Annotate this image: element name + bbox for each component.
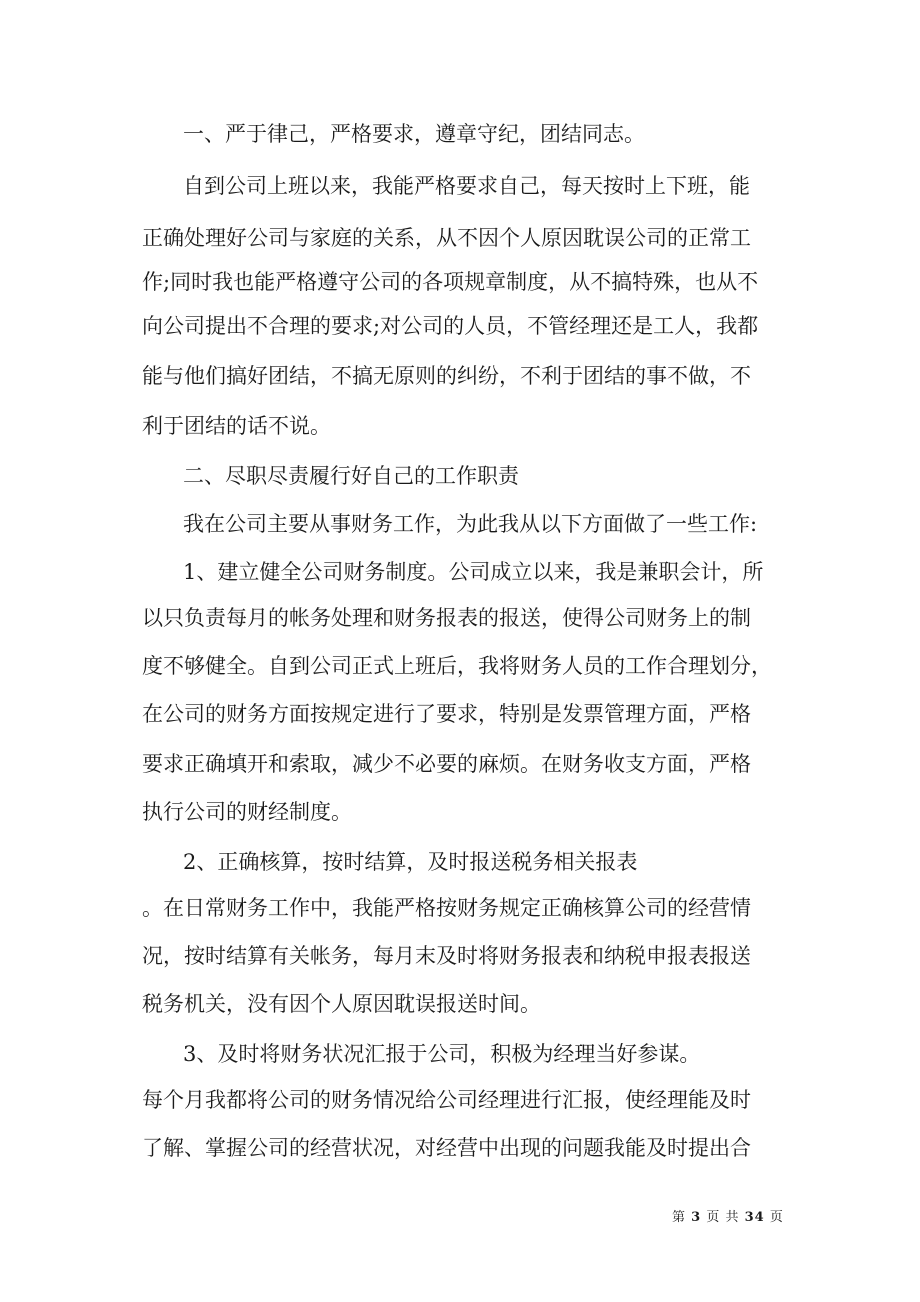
- footer-prefix: 第: [672, 1210, 687, 1225]
- text-line: 二、尽职尽责履行好自己的工作职责: [183, 464, 519, 488]
- text-line: 税务机关，没有因个人原因耽误报送时间。: [142, 992, 541, 1016]
- text-line: 了解、掌握公司的经营状况，对经营中出现的问题我能及时提出合: [142, 1136, 751, 1160]
- text-line: 2、正确核算，按时结算，及时报送税务相关报表: [183, 850, 638, 874]
- text-line: 自到公司上班以来，我能严格要求自己，每天按时上下班，能: [183, 174, 750, 198]
- footer-suffix: 页: [769, 1210, 784, 1225]
- text-line: 向公司提出不合理的要求;对公司的人员，不管经理还是工人，我都: [142, 314, 759, 338]
- text-line: 以只负责每月的帐务处理和财务报表的报送，使得公司财务上的制: [142, 606, 751, 630]
- text-line: 度不够健全。自到公司正式上班后，我将财务人员的工作合理划分，: [142, 654, 772, 678]
- text-line: 要求正确填开和索取，减少不必要的麻烦。在财务收支方面，严格: [142, 752, 751, 776]
- text-line: 我在公司主要从事财务工作，为此我从以下方面做了一些工作:: [183, 512, 758, 536]
- text-line: 每个月我都将公司的财务情况给公司经理进行汇报，使经理能及时: [142, 1088, 751, 1112]
- footer-page-number: 3: [691, 1210, 702, 1225]
- text-line: 利于团结的话不说。: [142, 414, 331, 438]
- footer-total-pages: 34: [744, 1210, 765, 1225]
- text-line: 执行公司的财经制度。: [142, 800, 352, 824]
- text-line: 。在日常财务工作中，我能严格按财务规定正确核算公司的经营情: [142, 896, 751, 920]
- text-line: 正确处理好公司与家庭的关系，从不因个人原因耽误公司的正常工: [142, 226, 751, 250]
- page-footer: [672, 1206, 784, 1225]
- text-line: 作;同时我也能严格遵守公司的各项规章制度，从不搞特殊，也从不: [142, 270, 759, 294]
- text-line: 能与他们搞好团结，不搞无原则的纠纷，不利于团结的事不做，不: [142, 364, 751, 388]
- text-line: 1、建立健全公司财务制度。公司成立以来，我是兼职会计，所: [183, 560, 764, 584]
- text-line: 在公司的财务方面按规定进行了要求，特别是发票管理方面，严格: [142, 702, 751, 726]
- text-line: 一、严于律己，严格要求，遵章守纪，团结同志。: [183, 122, 645, 146]
- text-line: 3、及时将财务状况汇报于公司，积极为经理当好参谋。: [183, 1042, 701, 1066]
- footer-middle: 页 共: [706, 1210, 740, 1225]
- text-line: 况，按时结算有关帐务，每月末及时将财务报表和纳税申报表报送: [142, 944, 751, 968]
